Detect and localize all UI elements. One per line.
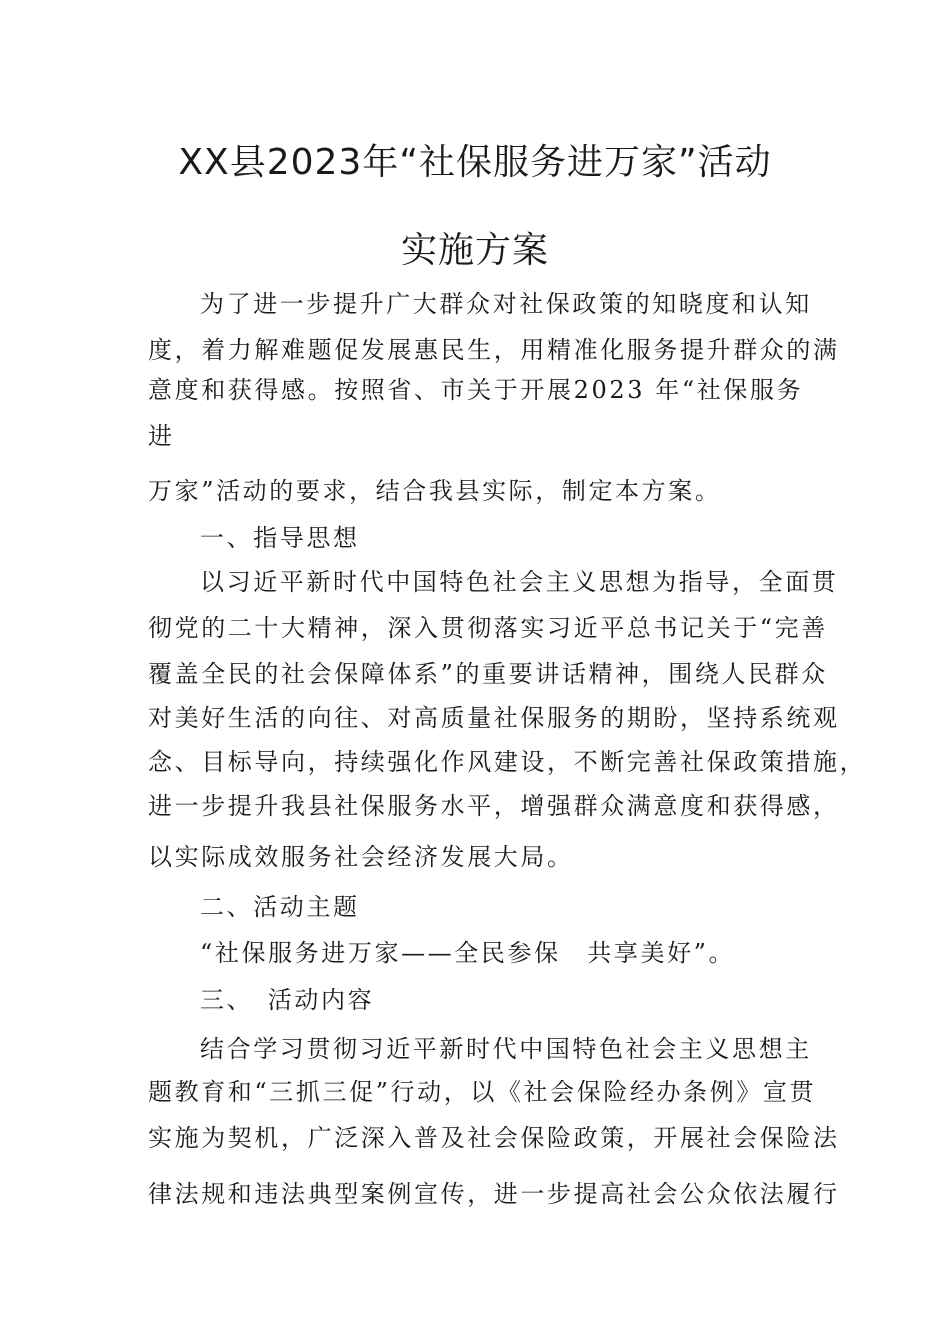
paragraph-line: 律法规和违法典型案例宣传，进一步提高社会公众依法履行	[148, 1180, 840, 1208]
document-title-line-2: 实施方案	[400, 230, 549, 271]
section-heading: 三、 活动内容	[200, 986, 375, 1014]
paragraph-line: 实施为契机，广泛深入普及社会保险政策，开展社会保险法	[148, 1124, 840, 1152]
paragraph-line: 意度和获得感。按照省、市关于开展2023 年“社保服务	[148, 376, 804, 404]
paragraph-line: 以习近平新时代中国特色社会主义思想为指导，全面贯	[200, 568, 839, 596]
paragraph-line: 念、目标导向，持续强化作风建设，不断完善社保政策措施，	[148, 748, 867, 776]
paragraph-line: 结合学习贯彻习近平新时代中国特色社会主义思想主	[200, 1035, 812, 1063]
section-heading: 一、指导思想	[200, 524, 360, 552]
section-heading: 二、活动主题	[200, 893, 360, 921]
paragraph-line: 度，着力解难题促发展惠民生，用精准化服务提升群众的满	[148, 336, 840, 364]
paragraph-line: 覆盖全民的社会保障体系”的重要讲话精神，围绕人民群众	[148, 660, 828, 688]
paragraph-line: 彻党的二十大精神，深入贯彻落实习近平总书记关于“完善	[148, 614, 828, 642]
paragraph-line: 题教育和“三抓三促”行动，以《社会保险经办条例》宣贯	[148, 1078, 817, 1106]
document-title-line-1: XX县2023年“社保服务进万家”活动	[178, 142, 772, 183]
paragraph-line: 万家”活动的要求，结合我县实际，制定本方案。	[148, 477, 722, 505]
paragraph-line: 以实际成效服务社会经济发展大局。	[148, 843, 574, 871]
paragraph-line: 进一步提升我县社保服务水平，增强群众满意度和获得感，	[148, 792, 840, 820]
paragraph-line: “社保服务进万家——全民参保 共享美好”。	[200, 939, 736, 967]
paragraph-line: 为了进一步提升广大群众对社保政策的知晓度和认知	[200, 290, 812, 318]
paragraph-line: 进	[148, 422, 175, 450]
paragraph-line: 对美好生活的向往、对高质量社保服务的期盼，坚持系统观	[148, 704, 840, 732]
